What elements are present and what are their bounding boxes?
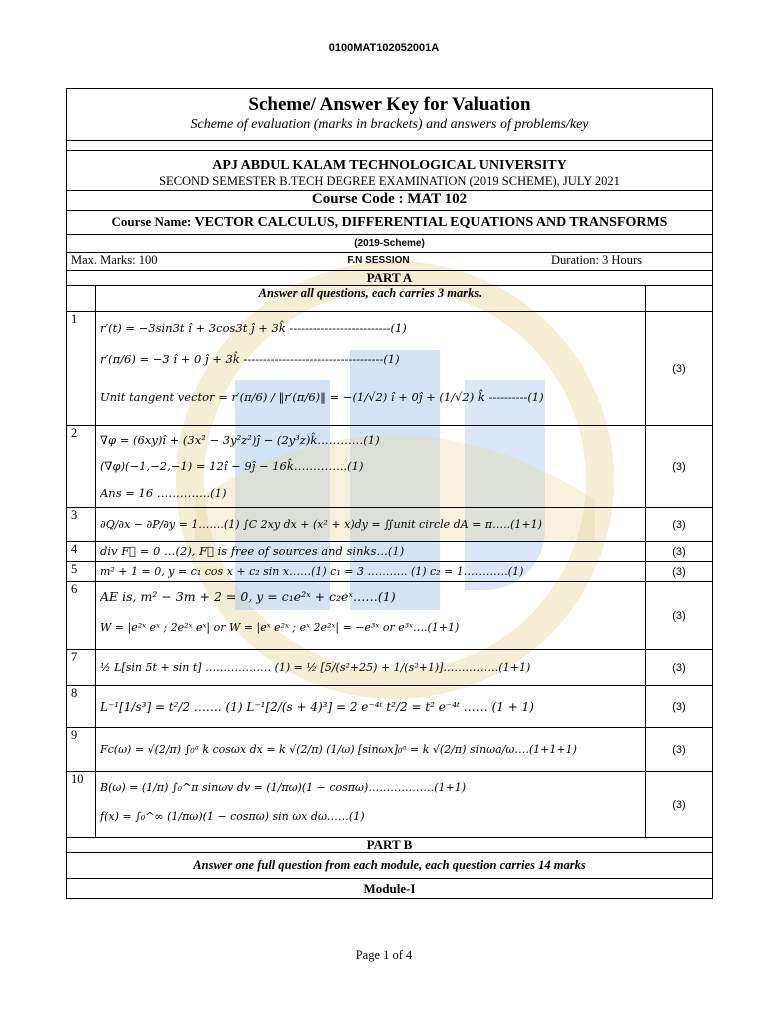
answer-line: Fc(ω) = √(2/π) ∫₀ᵃ k cosωx dx = k √(2/π) (1/ω) [sinωx]₀ᵃ = k √(2/π) sinωa/ω….(1+1+1) (100, 743, 577, 756)
question-row-1 (67, 312, 713, 426)
question-number: 8 (71, 686, 78, 700)
part-b-instruction: Answer one full question from each module, each question carries 14 marks (193, 858, 586, 872)
answer-line: Unit tangent vector = r′(π/6) / ‖r′(π/6)‖ = −(1/√2) î + 0ĵ + (1/√2) k̂ ----------(1) (100, 390, 544, 404)
answer-line: Ans = 16 …………..(1) (100, 486, 227, 500)
marks-value: (3) (672, 798, 686, 811)
question-number: 9 (71, 728, 78, 742)
question-number: 4 (71, 542, 78, 556)
course-name-row (67, 211, 713, 235)
question-row-8 (67, 686, 713, 728)
question-row-7 (67, 650, 713, 686)
part-a-title: PART A (366, 270, 413, 285)
page-subtitle: Scheme of evaluation (marks in brackets) and answers of problems/key (190, 117, 589, 132)
answer-line: m² + 1 = 0, y = c₁ cos x + c₂ sin x……(1) c₁ = 3 ……….. (1) c₂ = 1…………(1) (100, 565, 524, 578)
marks-value: (3) (672, 518, 686, 531)
part-a-instruction-row (67, 286, 713, 312)
question-row-2 (67, 426, 713, 508)
page-number: Page 1 of 4 (355, 948, 413, 962)
marks-value: (3) (672, 743, 686, 756)
answer-line: ½ L[sin 5t + sin t] ……………… (1) = ½ [5/(s²+25) + 1/(s²+1)]……………(1+1) (100, 661, 531, 674)
answer-line: B(ω) = (1/π) ∫₀^π sinωv dv = (1/πω)(1 − cosπω)………………(1+1) (100, 781, 467, 794)
answer-line: L⁻¹[1/s³] = t²/2 ……. (1) L⁻¹[2/(s + 4)³] = 2 e⁻⁴ᵗ t²/2 = t² e⁻⁴ᵗ …… (1 + 1) (100, 699, 534, 714)
answer-line: (∇φ)(−1,−2,−1) = 12î − 9ĵ − 16k̂…………..(1) (100, 459, 364, 473)
answer-line: div F⃗ = 0 …(2), F⃗ is free of sources and sinks…(1) (100, 544, 405, 558)
university-name: APJ ABDUL KALAM TECHNOLOGICAL UNIVERSITY (212, 158, 567, 173)
title-row (67, 89, 713, 141)
course-code-row (67, 191, 713, 211)
marks-row (67, 253, 713, 271)
session-label: F.N SESSION (347, 255, 410, 266)
answer-line: ∂Q/∂x − ∂P/∂y = 1…….(1) ∫C 2xy dx + (x² + x)dy = ∬unit circle dA = π…..(1+1) (100, 518, 542, 531)
part-b-title: PART B (366, 837, 413, 852)
answer-line: r′(t) = −3sin3t î + 3cos3t ĵ + 3k̂ --------------------------(1) (100, 321, 407, 335)
question-row-10 (67, 772, 713, 838)
question-row-3 (67, 508, 713, 542)
question-number: 10 (71, 772, 84, 786)
part-b-title-row (67, 838, 713, 853)
page-title: Scheme/ Answer Key for Valuation (248, 94, 531, 115)
question-number: 6 (71, 582, 78, 596)
question-row-9 (67, 728, 713, 772)
marks-value: (3) (672, 700, 686, 713)
marks-value: (3) (672, 565, 686, 578)
exam-title: SECOND SEMESTER B.TECH DEGREE EXAMINATION (2019 SCHEME), JULY 2021 (159, 174, 620, 188)
answer-line: ∇φ = (6xy)î + (3x² − 3y²z²)ĵ − (2y³z)k̂…………(1) (100, 433, 380, 447)
part-b-instruction-row (67, 853, 713, 879)
document-code: 0100MAT102052001A (328, 42, 440, 54)
scheme-row (67, 235, 713, 253)
answer-key-sheet (66, 88, 712, 899)
question-number: 3 (71, 508, 78, 522)
question-number: 2 (71, 426, 78, 440)
part-a-instruction: Answer all questions, each carries 3 marks. (258, 286, 483, 300)
course-name-label: Course Name: (111, 214, 192, 229)
answer-key-table (66, 88, 713, 899)
marks-value: (3) (672, 609, 686, 622)
marks-value: (3) (672, 545, 686, 558)
question-number: 1 (71, 312, 78, 326)
answer-line: W = |e²ˣ eˣ ; 2e²ˣ eˣ| or W = |eˣ e²ˣ ; eˣ 2e²ˣ| = −e³ˣ or e³ˣ….(1+1) (100, 621, 460, 634)
module-title: Module-I (363, 880, 416, 896)
course-name: VECTOR CALCULUS, DIFFERENTIAL EQUATIONS AND TRANSFORMS (194, 215, 668, 230)
spacer-row (67, 141, 713, 151)
marks-value: (3) (672, 362, 686, 375)
question-number: 5 (71, 562, 78, 576)
marks-value: (3) (672, 460, 686, 473)
part-a-title-row (67, 271, 713, 286)
scheme-label: (2019-Scheme) (354, 238, 425, 249)
question-row-5 (67, 562, 713, 582)
question-number: 7 (71, 650, 78, 664)
max-marks: Max. Marks: 100 (71, 253, 158, 267)
course-code: Course Code : MAT 102 (311, 191, 468, 207)
marks-value: (3) (672, 661, 686, 674)
module-row (67, 879, 713, 899)
answer-line: r′(π/6) = −3 î + 0 ĵ + 3k̂ ------------------------------------(1) (100, 352, 400, 366)
answer-line: f(x) = ∫₀^∞ (1/πω)(1 − cosπω) sin ωx dω……(1) (100, 810, 365, 823)
duration: Duration: 3 Hours (551, 253, 642, 267)
answer-line: AE is, m² − 3m + 2 = 0, y = c₁e²ˣ + c₂eˣ……(1) (100, 589, 396, 604)
question-row-4 (67, 542, 713, 562)
question-row-6 (67, 582, 713, 650)
university-row (67, 151, 713, 191)
